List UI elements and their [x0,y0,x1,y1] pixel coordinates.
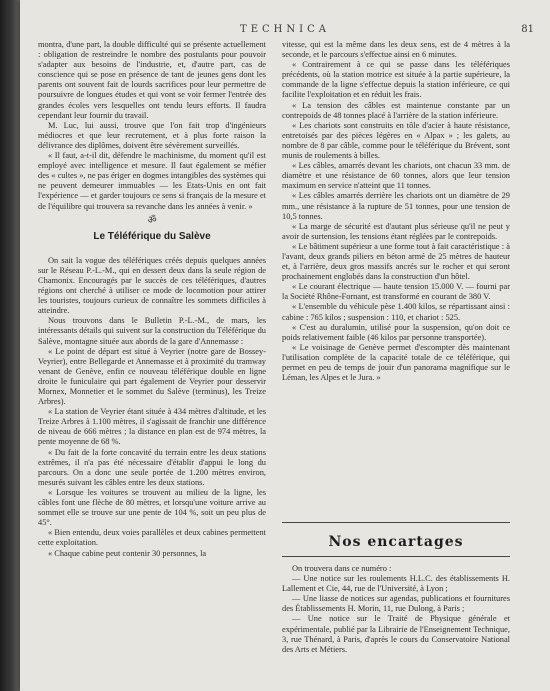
running-head: TECHNICA [240,24,330,35]
paragraph: M. Luc, lui aussi, trouve que l'on fait trop d'ingénieurs médiocres et que leur recrutement, et à plus forte raison la délivrance des diplômes, doivent être sévèrement surveillés. [38,120,266,150]
paragraph: « Le courant électrique — haute tension 15.000 V. — fourni par la Société Rhône-Fornant, est transformé en courant de 380 V. [282,282,510,302]
left-column [38,40,266,559]
paragraph: « Contrairement à ce qui se passe dans les téléfériques précédents, où la station motrice est située à la partie supérieure, la commande de la ligne s'effectue depuis la station inférieure, ce qui facilite l'exploitation et en réduit les frais. [282,60,510,100]
paragraph: « Le point de départ est situé à Veyrier (notre gare de Bossey-Veyrier), entre Bellegarde et Annemasse et à proximité du tramway venant de Genève, enfin ce nouveau téléférique double en ligne droite le funiculaire qui part également de Veyrier pour desservir Mornex, Monnetier et le sommet du Salève (terminus), les Treize Arbres). [38,346,266,407]
paragraph: « La tension des câbles est maintenue constante par un contrepoids de 48 tonnes placé à l'arrière de la station inférieure. [282,100,510,120]
book-binding-edge [0,0,20,691]
encartages-list [282,564,510,655]
section-divider [282,556,510,557]
paragraph: vitesse, qui est la même dans les deux sens, est de 4 mètres à la seconde, et le parcours s'effectue ainsi en 6 minutes. [282,40,510,60]
paragraph: « L'ensemble du véhicule pèse 1.400 kilos, se répartissant ainsi : cabine : 765 kilos ; suspension : 110, et chariot : 525. [282,302,510,322]
list-item: — Une notice sur les roulements H.L.C. des établissements H. Lallement et Cie, 44, rue de l'Université, à Lyon ; [282,574,510,594]
paragraph: « Les câbles amarrés derrière les chariots ont un diamètre de 29 mm., une résistance à la rupture de 51 tonnes, pour une tension de 10,5 tonnes. [282,191,510,221]
paragraph: « Le voisinage de Genève permet d'escompter dès maintenant l'utilisation complète de la capacité totale de ce téléférique, qui permet en peu de temps de jouir d'un panorama magnifique sur le Léman, les Alpes et le Jura. » [282,342,510,383]
paragraph: « Les câbles, amarrés devant les chariots, ont chacun 33 mm. de diamètre et une résistance de 60 tonnes, alors que leur tension maximum en service n'atteint que 11 tonnes. [282,161,510,191]
paragraph: montra, d'une part, la double difficulté qui se présente actuellement : obligation de restreindre le nombre des postulants pour pouvoir s'adapter aux besoins de l'industrie, et, d'autre part, cas de conscience qui se pose en présence de tant de jeunes gens dont les parents ont souvent fait de lourds sacrifices pour leur permettre de poursuivre de longues études et qui vont se voir fermer l'entrée des grandes écoles vers lesquelles ont tendu leurs efforts. Il faudra cependant leur fournir du travail. [38,40,266,120]
paragraph: On sait la vogue des téléfériques créés depuis quelques années sur le Réseau P.-L.-M., qui en dessert deux dans la seule région de Chamonix. Encouragés par le succès de ces téléfériques, d'autres régions ont cherché à utiliser ce mode de locomotion pour attirer les touristes, toujours curieux de connaître les sommets difficiles à atteindre. [38,255,266,316]
section-title-encartages: Nos encartages [328,534,464,550]
paragraph: « Bien entendu, deux voies parallèles et deux cabines permettent cette exploitation. [38,528,266,548]
section-divider [282,522,510,523]
right-column [282,40,510,383]
list-item: On trouvera dans ce numéro : [292,564,392,573]
ornament-icon: ॐ [147,214,157,226]
page-number: 81 [521,24,534,35]
paragraph: « Du fait de la forte concavité du terrain entre les deux stations extrêmes, il n'a pas été nécessaire d'établir d'appui le long du parcours. On a donc une seule portée de 1.200 mètres environ, mesurés suivant les câbles entre les deux stations. [38,447,266,487]
paragraph: « La station de Veyrier étant située à 434 mètres d'altitude, et les Treize Arbres à 1.100 mètres, il s'agissait de franchir une différence de niveau de 666 mètres ; la distance en plan est de 974 mètres, la pente moyenne de 68 %. [38,407,266,447]
paragraph: « Le bâtiment supérieur a une forme tout à fait caractéristique : à l'avant, deux grands piliers en béton armé de 25 mètres de hauteur et, à l'arrière, deux gros massifs ancrés sur le rocher et qui seront prochainement englobés dans la construction d'un hôtel. [282,241,510,282]
paragraph: « C'est au duralumin, utilisé pour la suspension, qu'on doit ce poids relativement faible (46 kilos par personne transportée). [282,322,510,342]
section-title: Le Téléférique du Salève [93,230,211,242]
paragraph: « Chaque cabine peut contenir 30 personnes, la [48,548,207,558]
paragraph: « La marge de sécurité est d'autant plus sérieuse qu'il ne peut y avoir de surtension, les tensions étant réglées par le contrepoids. [282,221,510,241]
paragraph: « Il faut, a-t-il dit, défendre le machinisme, du moment qu'il est employé avec intelligence et mesure. Il faut également se méfier des « cultes », ne pas ériger en dogmes intangibles des systèmes qui ne peuvent demeurer immuables — les Etats-Unis en ont fait l'expérience — et garder toujours ce sens si français de la mesure et de l'équilibre qui trouvera sa revanche dans les années à venir. » [38,151,266,211]
paragraph: « Les chariots sont construits en tôle d'acier à haute résistance, entretoisés par des pièces légères en « Alpax » ; les galets, au nombre de 8 par câble, comme pour le téléférique du Brévent, sont munis de roulements à billes. [282,120,510,161]
list-item: — Une notice sur le Traité de Physique générale et expérimentale, publié par la Librairie de l'Enseignement Technique, 3, rue Thénard, à Paris, d'après le cours du Conservatoire National des Arts et Métiers. [282,614,510,654]
list-item: — Une liasse de notices sur agendas, publications et fournitures des Établissements H. Morin, 11, rue Dulong, à Paris ; [282,594,510,614]
paragraph: Nous trouvons dans le Bulletin P.-L.-M., de mars, les intéressants détails qui suivent sur la construction du Téléférique du Salève, montagne située aux abords de la gare d'Annemasse : [38,316,266,346]
paragraph: « Lorsque les voitures se trouvent au milieu de la ligne, les câbles font une flèche de 80 mètres, et lorsqu'une voiture arrive au sommet elle se trouve sur une pente de 104 %, soit un peu plus de 45°. [38,487,266,528]
